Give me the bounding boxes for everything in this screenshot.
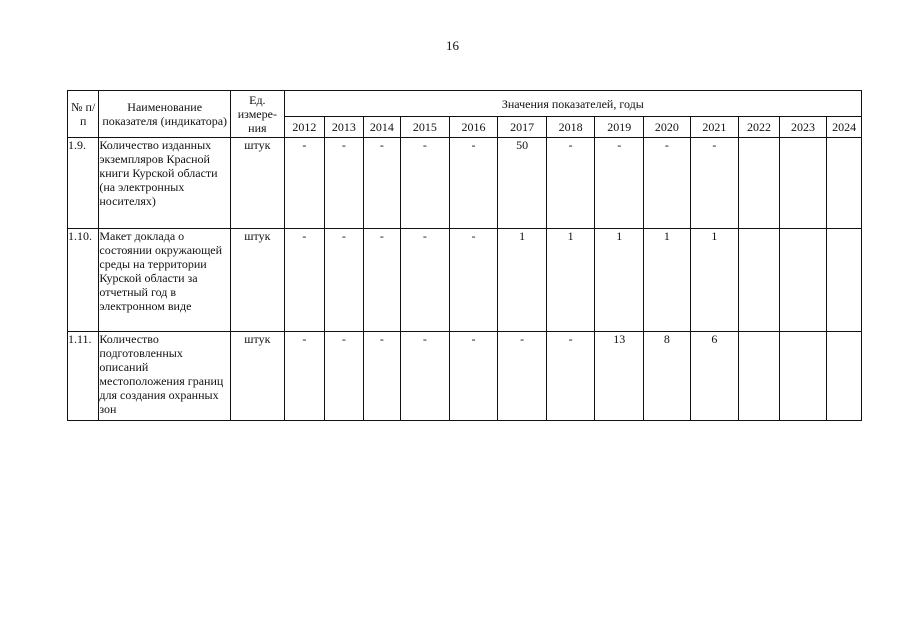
row-num: 1.11. [68,332,99,421]
row-value: - [325,332,363,421]
row-value [779,138,827,229]
header-year: 2014 [363,117,400,138]
row-value: - [284,332,325,421]
row-value: 1 [546,229,595,332]
row-unit: штук [231,138,285,229]
header-year: 2013 [325,117,363,138]
row-value [739,138,780,229]
header-year: 2017 [498,117,547,138]
header-unit: Ед. измере-ния [231,91,285,138]
row-value: 50 [498,138,547,229]
row-value: - [363,229,400,332]
row-value: - [449,229,498,332]
row-unit: штук [231,229,285,332]
row-value: - [284,229,325,332]
row-name: Макет доклада о состоянии окружающей среды на территории Курской области за отчетный год в электронном виде [99,229,231,332]
row-value [827,138,862,229]
row-value: - [325,138,363,229]
row-name: Количество подготовленных описаний местоположения границ для создания охранных зон [99,332,231,421]
row-value: - [284,138,325,229]
table-row [68,332,862,421]
row-value [779,332,827,421]
row-value: - [401,229,450,332]
row-value [827,229,862,332]
header-row-top [68,91,862,117]
row-value: 1 [644,229,691,332]
row-value: - [498,332,547,421]
row-value: 6 [690,332,739,421]
row-value: 8 [644,332,691,421]
row-value [739,229,780,332]
row-value: - [401,138,450,229]
header-name: Наименование показателя (индикатора) [99,91,231,138]
row-value: - [449,332,498,421]
indicators-table [67,90,862,421]
row-value: - [325,229,363,332]
header-year: 2020 [644,117,691,138]
row-value: - [644,138,691,229]
row-value: 1 [595,229,644,332]
row-value: 13 [595,332,644,421]
row-value: - [546,332,595,421]
row-value [827,332,862,421]
row-value: - [690,138,739,229]
row-value [739,332,780,421]
header-year: 2024 [827,117,862,138]
row-value: - [363,138,400,229]
header-year: 2021 [690,117,739,138]
header-num: № п/п [68,91,99,138]
header-year: 2012 [284,117,325,138]
header-year: 2023 [779,117,827,138]
table-row [68,229,862,332]
table-row [68,138,862,229]
row-value: - [363,332,400,421]
row-value: 1 [498,229,547,332]
row-value: - [595,138,644,229]
row-value: - [449,138,498,229]
row-num: 1.10. [68,229,99,332]
header-year: 2015 [401,117,450,138]
row-unit: штук [231,332,285,421]
row-value: - [546,138,595,229]
header-year: 2016 [449,117,498,138]
header-year: 2022 [739,117,780,138]
row-num: 1.9. [68,138,99,229]
row-value: 1 [690,229,739,332]
header-values-group: Значения показателей, годы [284,91,861,117]
row-value [779,229,827,332]
row-value: - [401,332,450,421]
page-number: 16 [446,38,459,53]
header-year: 2019 [595,117,644,138]
row-name: Количество изданных экземпляров Красной книги Курской области (на электронных носителях) [99,138,231,229]
header-year: 2018 [546,117,595,138]
